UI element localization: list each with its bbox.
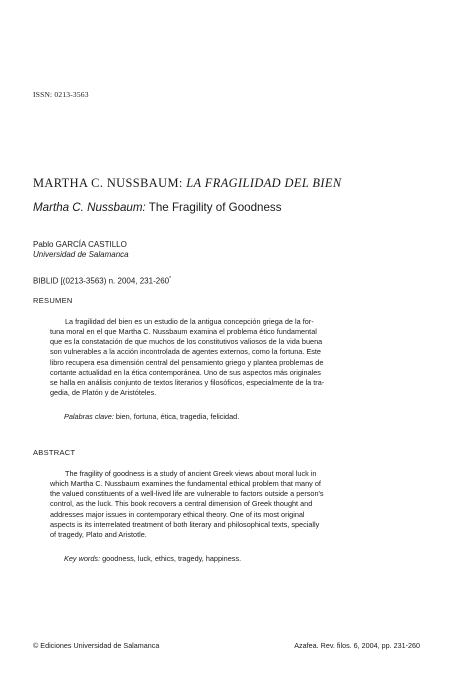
resumen-line: gedia, de Platón y de Aristóteles. (50, 387, 157, 397)
abstract-keywords (64, 554, 241, 563)
issn: ISSN: 0213-3563 (33, 90, 89, 99)
resumen-heading: RESUMEN (33, 296, 73, 305)
author-affiliation: Universidad de Salamanca (33, 250, 129, 259)
author-name: Pablo GARCÍA CASTILLO (33, 240, 127, 249)
resumen-line: son vulnerables a la acción incontrolada de agentes externos, como la fortuna. Este (50, 347, 321, 357)
article-subtitle-rest: The Fragility of Goodness (145, 201, 282, 214)
abstract-keywords-label: Key words: (64, 554, 101, 563)
footer-publisher: © Ediciones Universidad de Salamanca (33, 641, 160, 650)
abstract-heading: ABSTRACT (33, 448, 76, 457)
abstract-line: the valued constituents of a well-lived life are vulnerable to factors outside a person's (50, 489, 324, 499)
biblid-footnote-mark: * (169, 276, 172, 282)
abstract-line: addresses major issues in contemporary ethical theory. One of its most original (50, 509, 305, 519)
resumen-line: se halla en análisis conjunto de textos literarios y filosóficos, especialmente de la tra- (50, 377, 325, 387)
footer-journal-ref: Azafea. Rev. filos. 6, 2004, pp. 231-260 (294, 641, 420, 650)
resumen-line: tuna moral en el que Martha C. Nussbaum examina el problema ético fundamental (50, 327, 317, 337)
resumen-line: que es la constatación de que muchos de los constitutivos valiosos de la vida buena (50, 337, 323, 347)
abstract-line: control, as the luck. This book recovers a central dimension of Greek thought and (50, 499, 313, 509)
article-title-italic: LA FRAGILIDAD DEL BIEN (186, 176, 342, 190)
article-subtitle-italic: Martha C. Nussbaum: (33, 201, 146, 214)
resumen-keywords-label: Palabras clave: (64, 412, 114, 421)
abstract-line: The fragility of goodness is a study of ancient Greek views about moral luck in (65, 469, 317, 478)
biblid (33, 276, 171, 286)
resumen-line: cortante actualidad en la ética contemporánea. Uno de sus aspectos más originales (50, 367, 321, 377)
abstract-line: which Martha C. Nussbaum examines the fundamental ethical problem that many of (50, 479, 321, 489)
article-title (33, 176, 342, 191)
article-title-prefix: MARTHA C. NUSSBAUM: (33, 176, 187, 190)
resumen-line: La fragilidad del bien es un estudio de la antigua concepción griega de la for- (65, 317, 314, 326)
abstract-keywords-list: goodness, luck, ethics, tragedy, happiness. (100, 554, 242, 563)
biblid-text: BIBLID [(0213-3563) n. 2004, 231-260 (33, 276, 170, 286)
abstract-line: of tragedy, Plato and Aristotle. (50, 529, 147, 539)
resumen-keywords-list: bien, fortuna, ética, tragedia, felicidad. (113, 412, 240, 421)
resumen-paragraph (50, 317, 418, 398)
abstract-paragraph (50, 469, 418, 540)
resumen-line: libro recupera esa dimensión central del pensamiento griego y plantea problemas de (50, 357, 324, 367)
article-subtitle (33, 201, 282, 214)
abstract-line: aspects is its interrelated treatment of both literary and philosophical texts, specially (50, 519, 320, 529)
resumen-keywords (64, 412, 239, 421)
